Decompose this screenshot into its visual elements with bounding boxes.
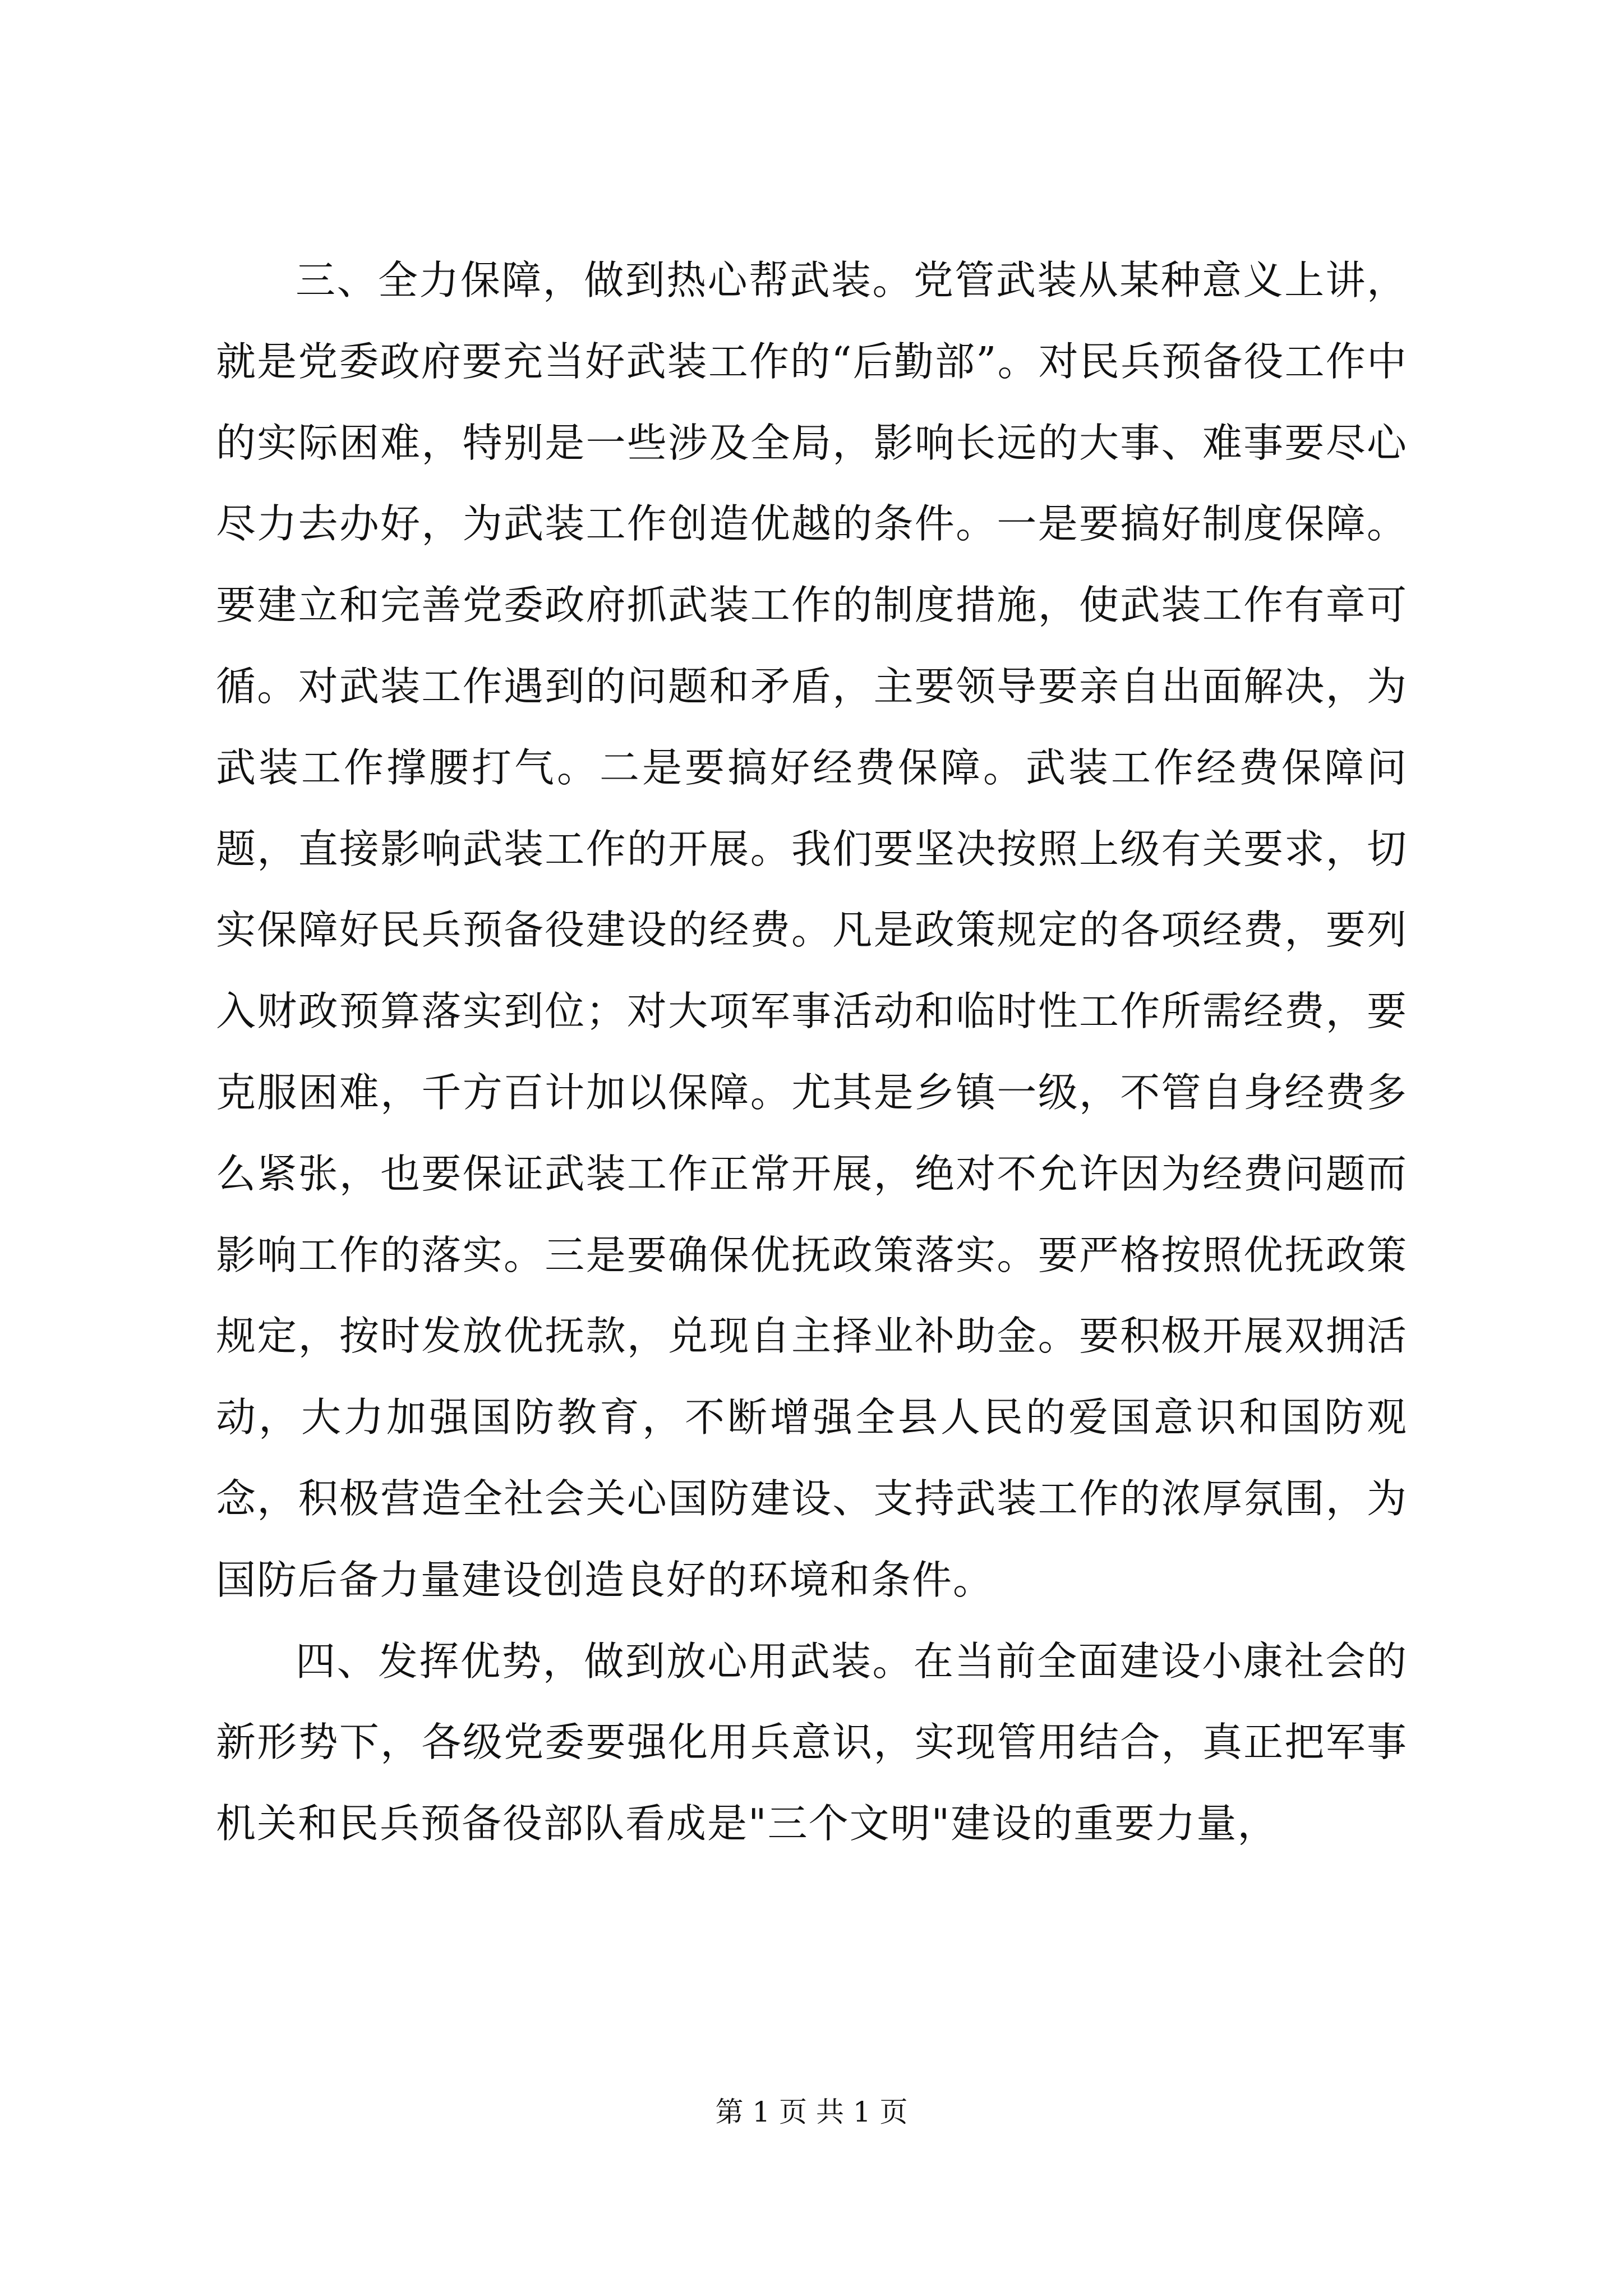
paragraph-section-4: 四、发挥优势，做到放心用武装。在当前全面建设小康社会的新形势下，各级党委要强化用兵意识，实现管用结合，真正把军事机关和民兵预备役部队看成是"三个文明"建设的重要力量， xyxy=(216,1637,1408,1847)
page-footer: 第 1 页 共 1 页 xyxy=(715,2096,908,2128)
document-body xyxy=(216,240,1408,1865)
paragraph-section-3: 三、全力保障，做到热心帮武装。党管武装从某种意义上讲，就是党委政府要充当好武装工作的“后勤部”。对民兵预备役工作中的实际困难，特别是一些涉及全局，影响长远的大事、难事要尽心尽力去办好，为武装工作创造优越的条件。一是要搞好制度保障。要建立和完善党委政府抓武装工作的制度措施，使武装工作有章可循。对武装工作遇到的问题和矛盾，主要领导要亲自出面解决，为武装工作撑腰打气。二是要搞好经费保障。武装工作经费保障问题，直接影响武装工作的开展。我们要坚决按照上级有关要求，切实保障好民兵预备役建设的经费。凡是政策规定的各项经费，要列入财政预算落实到位；对大项军事活动和临时性工作所需经费，要克服困难，千方百计加以保障。尤其是乡镇一级，不管自身经费多么紧张，也要保证武装工作正常开展，绝对不允许因为经费问题而影响工作的落实。三是要确保优抚政策落实。要严格按照优抚政策规定，按时发放优抚款，兑现自主择业补助金。要积极开展双拥活动，大力加强国防教育，不断增强全县人民的爱国意识和国防观念，积极营造全社会关心国防建设、支持武装工作的浓厚氛围，为国防后备力量建设创造良好的环境和条件。 xyxy=(216,257,1408,1603)
